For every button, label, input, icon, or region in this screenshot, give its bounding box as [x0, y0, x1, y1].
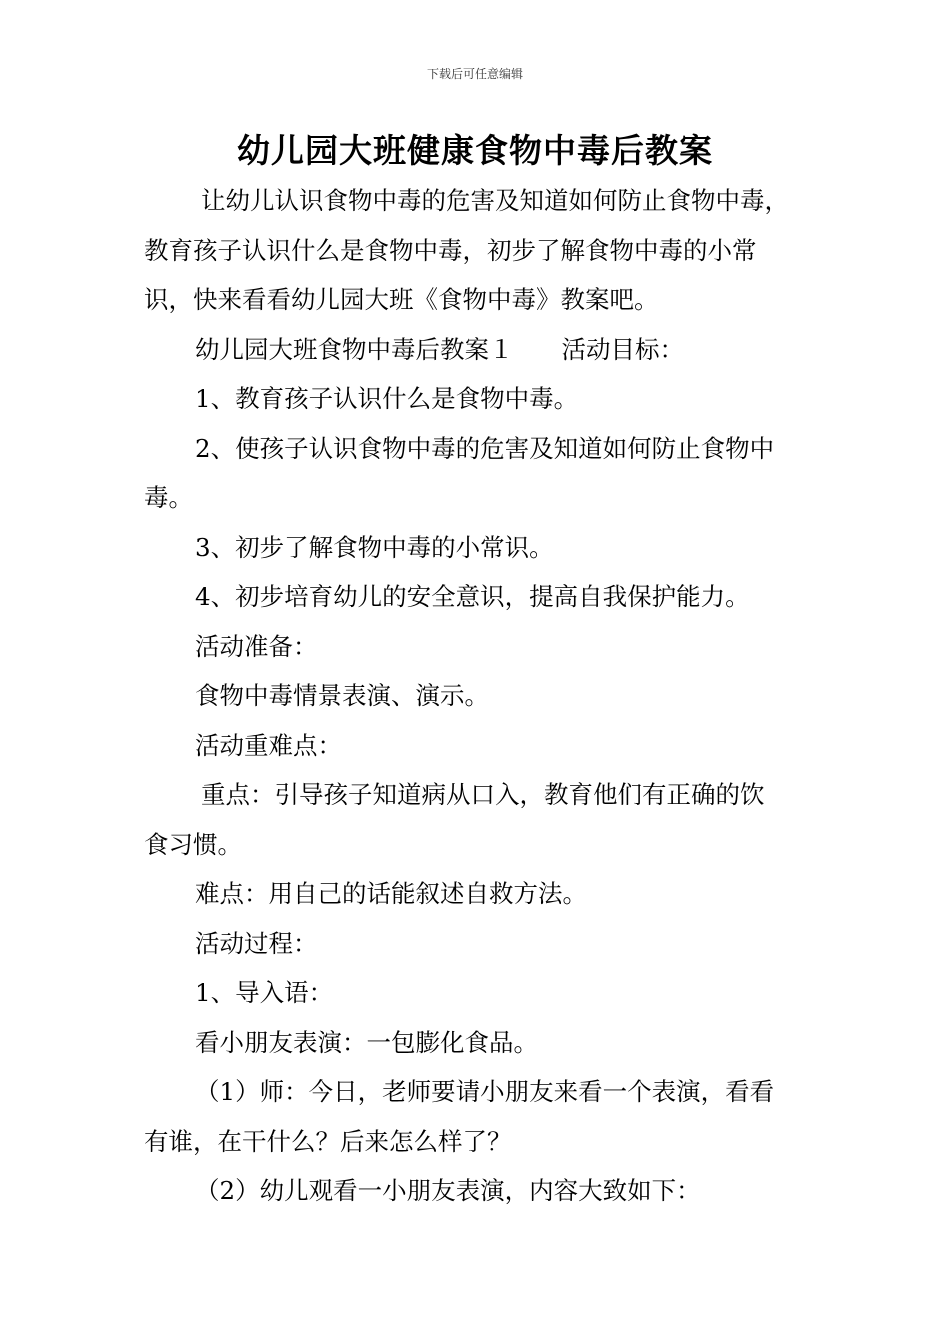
key-points-label: 活动重难点：: [195, 730, 342, 760]
goal-item-2-line-2: 毒。: [144, 483, 193, 512]
preparation-content: 食物中毒情景表演、演示。: [195, 681, 489, 710]
document-body: [144, 176, 824, 1216]
goal-item-2-line-1: 2、使孩子认识食物中毒的危害及知道如何防止食物中: [195, 433, 775, 463]
preparation-label: 活动准备：: [195, 631, 318, 661]
goal-item-3: 3、初步了解食物中毒的小常识。: [195, 532, 554, 562]
goals-label: 活动目标：: [561, 334, 684, 364]
focus-line-2: 食习惯。: [144, 829, 242, 859]
intro-line-2: 教育孩子认识什么是食物中毒，初步了解食物中毒的小常: [144, 235, 757, 265]
process-sub-2: （2）幼儿观看一小朋友表演，内容大致如下：: [195, 1176, 701, 1205]
intro-line-3: 识，快来看看幼儿园大班《食物中毒》教案吧。: [144, 285, 659, 314]
goal-item-1: 1、教育孩子认识什么是食物中毒。: [195, 384, 579, 413]
focus-line-1: 重点：引导孩子知道病从口入，教育他们有正确的饮: [201, 780, 765, 809]
goal-item-4: 4、初步培育幼儿的安全意识，提高自我保护能力。: [195, 582, 750, 611]
lesson-subheading: [144, 325, 824, 375]
process-label: 活动过程：: [195, 928, 318, 958]
document-title: 幼儿园大班健康食物中毒后教案: [237, 131, 713, 170]
process-step-1-content: 看小朋友表演：一包膨化食品。: [195, 1027, 538, 1057]
lesson-title: 幼儿园大班食物中毒后教案１: [195, 334, 514, 364]
process-step-1: 1、导入语：: [195, 978, 334, 1007]
page-header-note: 下载后可任意编辑: [426, 67, 523, 81]
intro-line-1: 让幼儿认识食物中毒的危害及知道如何防止食物中毒，: [201, 186, 789, 215]
difficulty-text: 难点：用自己的话能叙述自救方法。: [195, 879, 587, 908]
process-sub-1-line-1: （1）师：今日，老师要请小朋友来看一个表演，看看: [195, 1077, 775, 1106]
process-sub-1-line-2: 有谁，在干什么？后来怎么样了？: [144, 1126, 512, 1156]
